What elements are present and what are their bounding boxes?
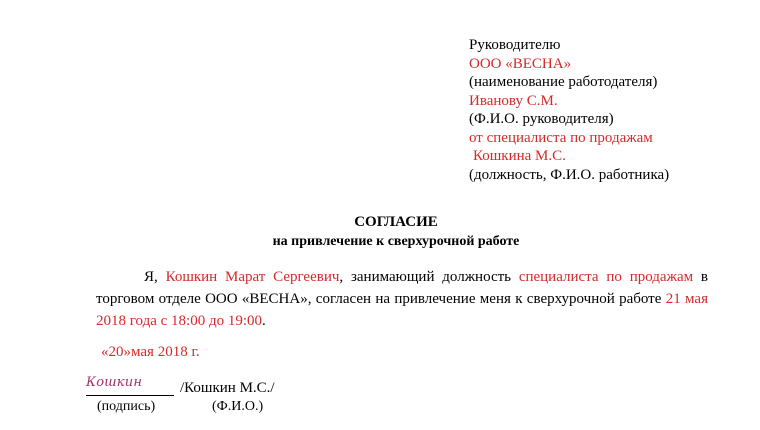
consent-paragraph <box>96 266 708 332</box>
body-end: . <box>262 313 266 329</box>
overtime-datetime: 21 мая 2018 года с 18:00 до 19:00 <box>96 291 708 329</box>
employee-hint: (должность, Ф.И.О. работника) <box>469 166 670 183</box>
company-hint: (наименование работодателя) <box>469 74 658 90</box>
head-hint: (Ф.И.О. руководителя) <box>469 111 614 127</box>
signature-label: (подпись) <box>97 399 156 414</box>
signature-name: /Кошкин М.С./ <box>180 380 275 396</box>
head-name: Иванову С.М. <box>469 92 558 109</box>
signature-line <box>86 395 174 396</box>
addressee-block <box>469 36 669 184</box>
document-subtitle: на привлечение к сверхурочной работе <box>272 234 520 249</box>
handwritten-signature: Кошкин <box>86 375 143 390</box>
document-date: «20»мая 2018 г. <box>101 344 200 360</box>
document-title: СОГЛАСИЕ <box>354 214 438 230</box>
body-intro: Я, <box>144 269 166 285</box>
employee-name: Кошкина М.С. <box>473 148 566 164</box>
company-name: ООО «ВЕСНА» <box>469 55 572 72</box>
body-position-intro: , занимающий должность <box>339 269 519 285</box>
body-consent-text: в торговом отделе ООО «ВЕСНА», согласен на привлечение меня к сверхурочной работе <box>96 269 708 307</box>
from-line: от специалиста по продажам <box>469 129 653 146</box>
fio-label: (Ф.И.О.) <box>212 399 264 414</box>
employee-full-name: Кошкин Марат Сергеевич <box>165 269 340 285</box>
employee-position: специалиста по продажам <box>518 269 694 285</box>
addressee-title: Руководителю <box>469 37 561 53</box>
